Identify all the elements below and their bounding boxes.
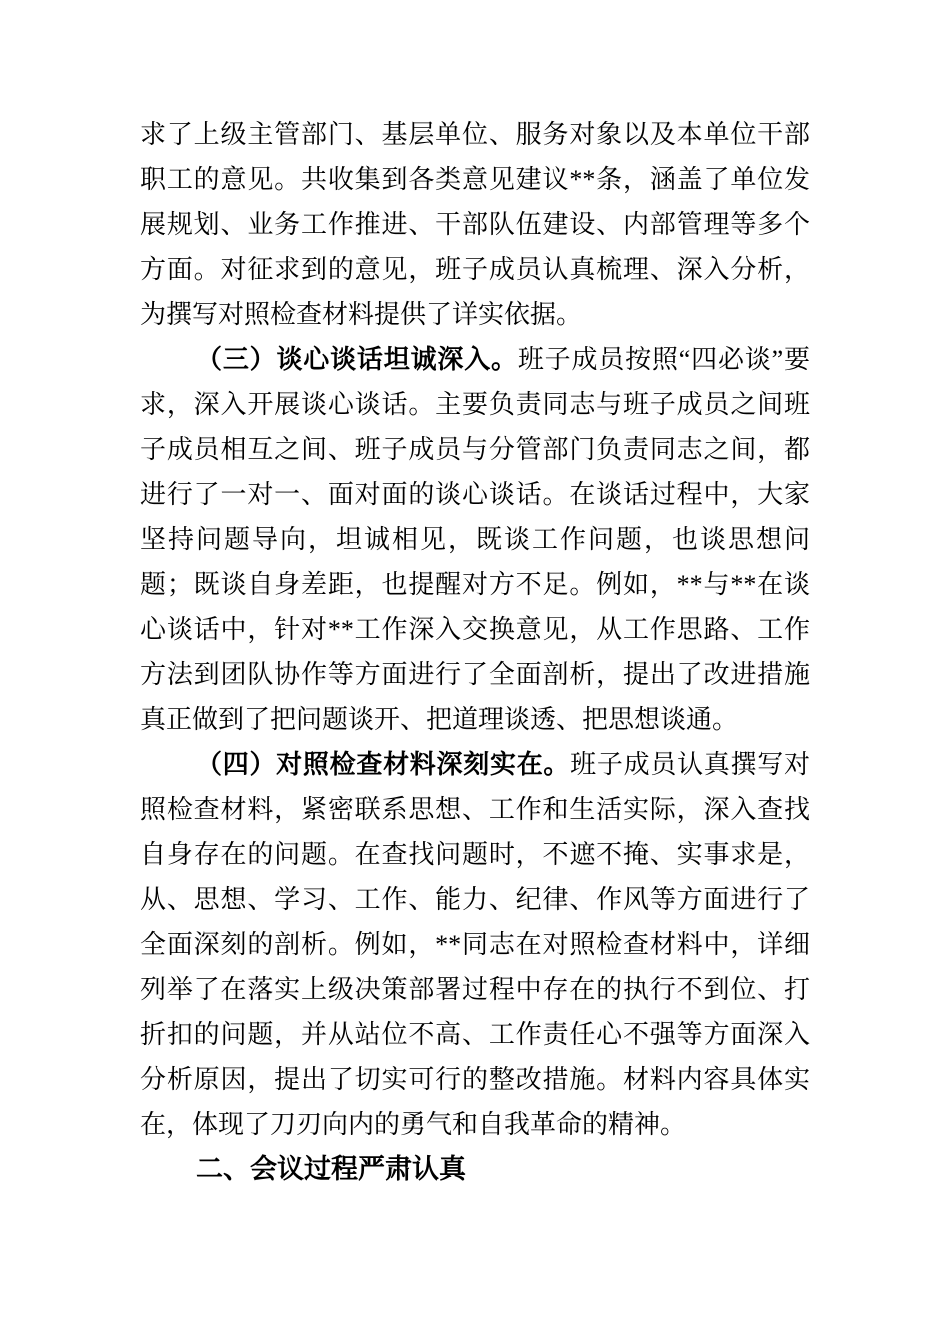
paragraph-continuation [140, 112, 810, 337]
paragraph-lead: （三）谈心谈话坦诚深入。 [196, 345, 518, 374]
paragraph-item-3 [140, 337, 810, 742]
paragraph-text: 班子成员认真撰写对照检查材料，紧密联系思想、工作和生活实际，深入查找自身存在的问题。在查找问题时，不遮不掩、实事求是，从、思想、学习、工作、能力、纪律、作风等方面进行了全面深刻的剖析。例如，**同志在对照检查材料中，详细列举了在落实上级决策部署过程中存在的执行不到位、打折扣的问题，并从站位不高、工作责任心不强等方面深入分析原因，提出了切实可行的整改措施。材料内容具体实在，体现了刀刃向内的勇气和自我革命的精神。 [140, 750, 810, 1139]
paragraph-text: 班子成员按照“四必谈”要求，深入开展谈心谈话。主要负责同志与班子成员之间班子成员相互之间、班子成员与分管部门负责同志之间，都进行了一对一、面对面的谈心谈话。在谈话过程中，大家坚持问题导向，坦诚相见，既谈工作问题，也谈思想问题；既谈自身差距，也提醒对方不足。例如，**与**在谈心谈话中，针对**工作深入交换意见，从工作思路、工作方法到团队协作等方面进行了全面剖析，提出了改进措施真正做到了把问题谈开、把道理谈透、把思想谈通。 [140, 345, 810, 734]
paragraph-text: 求了上级主管部门、基层单位、服务对象以及本单位干部职工的意见。共收集到各类意见建议**条，涵盖了单位发展规划、业务工作推进、干部队伍建设、内部管理等多个方面。对征求到的意见，班子成员认真梳理、深入分析，为撰写对照检查材料提供了详实依据。 [140, 120, 810, 329]
paragraph-item-4 [140, 742, 810, 1147]
paragraph-lead: （四）对照检查材料深刻实在。 [196, 750, 571, 779]
section-heading: 二、会议过程严肃认真 [196, 1154, 466, 1184]
document-body [140, 112, 810, 1192]
